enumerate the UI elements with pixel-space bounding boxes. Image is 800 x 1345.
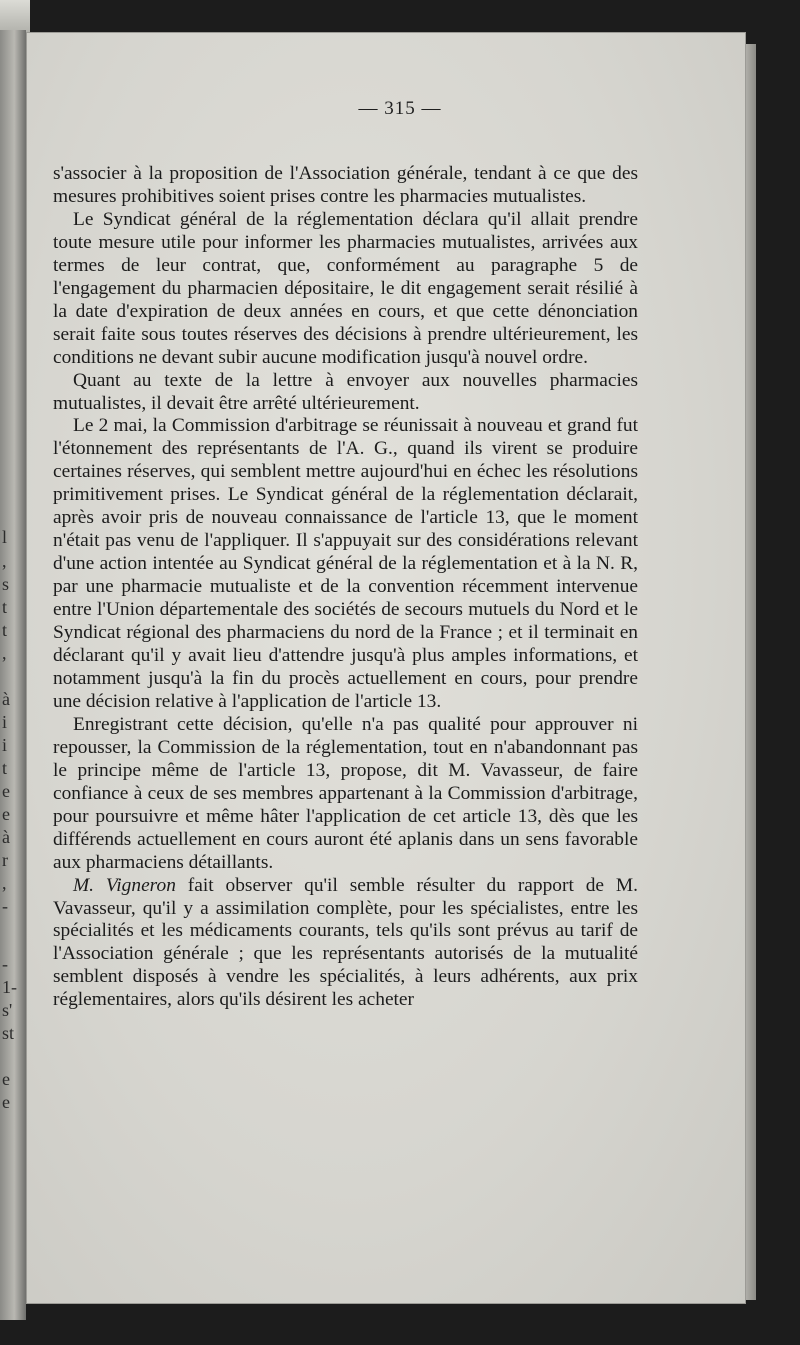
paragraph: Quant au texte de la lettre à envoyer aux nouvelles pharmacies mutualistes, il devait être arrêté ultérieurement. bbox=[53, 369, 638, 414]
margin-fragment: e bbox=[2, 1069, 10, 1089]
margin-fragment: - bbox=[2, 896, 8, 916]
margin-fragment: st bbox=[2, 1023, 15, 1043]
facing-page-edge bbox=[0, 30, 26, 1320]
paragraph-text: fait observer qu'il semble résulter du rapport de M. Vavasseur, qu'il y a assimilation complète, pour les spécialistes, entre les spécialités et les médicaments courants, tels qu'ils sont prévus au tarif de l'Association générale ; que les représentants autorisés de la mutualité semblent disposés à vendre les spécialités, à leurs adhérents, aux prix réglementaires, alors qu'ils désirent les acheter bbox=[53, 874, 639, 1011]
margin-fragment: s' bbox=[2, 1000, 13, 1020]
paragraph: s'associer à la proposition de l'Association générale, tendant à ce que des mesures prohibitives soient prises contre les pharmacies mutualistes. bbox=[53, 163, 638, 207]
margin-fragment: i bbox=[2, 712, 8, 732]
margin-fragment: e bbox=[2, 781, 10, 801]
margin-fragment: t bbox=[2, 620, 8, 640]
margin-fragment: , bbox=[2, 551, 7, 571]
margin-fragment: e bbox=[2, 804, 10, 824]
paragraph: Le 2 mai, la Commission d'arbitrage se réunissait à nouveau et grand fut l'étonnement des représentants de l'A. G., quand ils virent se produire certaines réserves, qui semblent mettre aujourd'hui en échec les résolutions primitivement prises. Le Syndicat général de la réglementation déclarait, après avoir pris de nouveau connaissance de l'article 13, que le moment n'était pas venu de l'appliquer. Il s'appuyait sur des considérations relevant d'une action intentée au Syndicat général de la réglementation et à la N. R, par une pharmacie mutualiste et de la convention récemment intervenue entre l'Union départementale des sociétés de secours mutuels du Nord et le Syndicat régional des pharmaciens du nord de la France ; et il terminait en déclarant qu'il y avait lieu d'attendre jusqu'à plus amples informations, et notamment jusqu'à la fin du procès actuellement en cours, pour prendre une décision relative à l'application de l'article 13. bbox=[53, 415, 638, 712]
margin-fragment: r bbox=[2, 850, 8, 870]
body-text bbox=[53, 163, 638, 1012]
margin-fragment: , bbox=[2, 873, 7, 893]
margin-fragment: l bbox=[2, 527, 8, 547]
margin-fragment: t bbox=[2, 597, 8, 617]
paragraph: Le Syndicat général de la réglementation déclara qu'il allait prendre toute mesure utile pour informer les pharmacies mutualistes, arrivées aux termes de leur contrat, que, conformément au paragraphe 5 de l'engagement du pharmacien dépositaire, le dit engagement serait résilié à la date d'expiration de deux années en cours, et que cette dénonciation serait faite sous toutes réserves des décisions à prendre ultérieurement, les conditions ne devant subir aucune modification jusqu'à nouvel ordre. bbox=[53, 208, 638, 368]
margin-fragment: 1- bbox=[2, 977, 17, 997]
margin-fragment: à bbox=[2, 827, 10, 847]
margin-fragment: - bbox=[2, 954, 8, 974]
paragraph bbox=[53, 875, 638, 1013]
margin-fragment: à bbox=[2, 689, 10, 709]
margin-fragment: s bbox=[2, 574, 10, 594]
page-number: — 315 — bbox=[358, 98, 442, 119]
margin-fragment: i bbox=[2, 735, 8, 755]
margin-fragment: t bbox=[2, 758, 8, 778]
margin-fragment: e bbox=[2, 1092, 10, 1112]
margin-fragment: , bbox=[2, 643, 7, 663]
speaker-name: M. Vigneron bbox=[73, 874, 176, 896]
paragraph: Enregistrant cette décision, qu'elle n'a pas qualité pour approuver ni repousser, la Commission de la réglementation, tout en n'abandonnant pas le principe même de l'article 13, propose, dit M. Vavasseur, de faire confiance à ceux de ses membres appartenant à la Commission d'arbitrage, pour poursuivre et même hâter l'application de cet article 13, dès que les différends actuellement en cours auront été aplanis dans un sens favorable aux pharmaciens détaillants. bbox=[53, 713, 638, 873]
